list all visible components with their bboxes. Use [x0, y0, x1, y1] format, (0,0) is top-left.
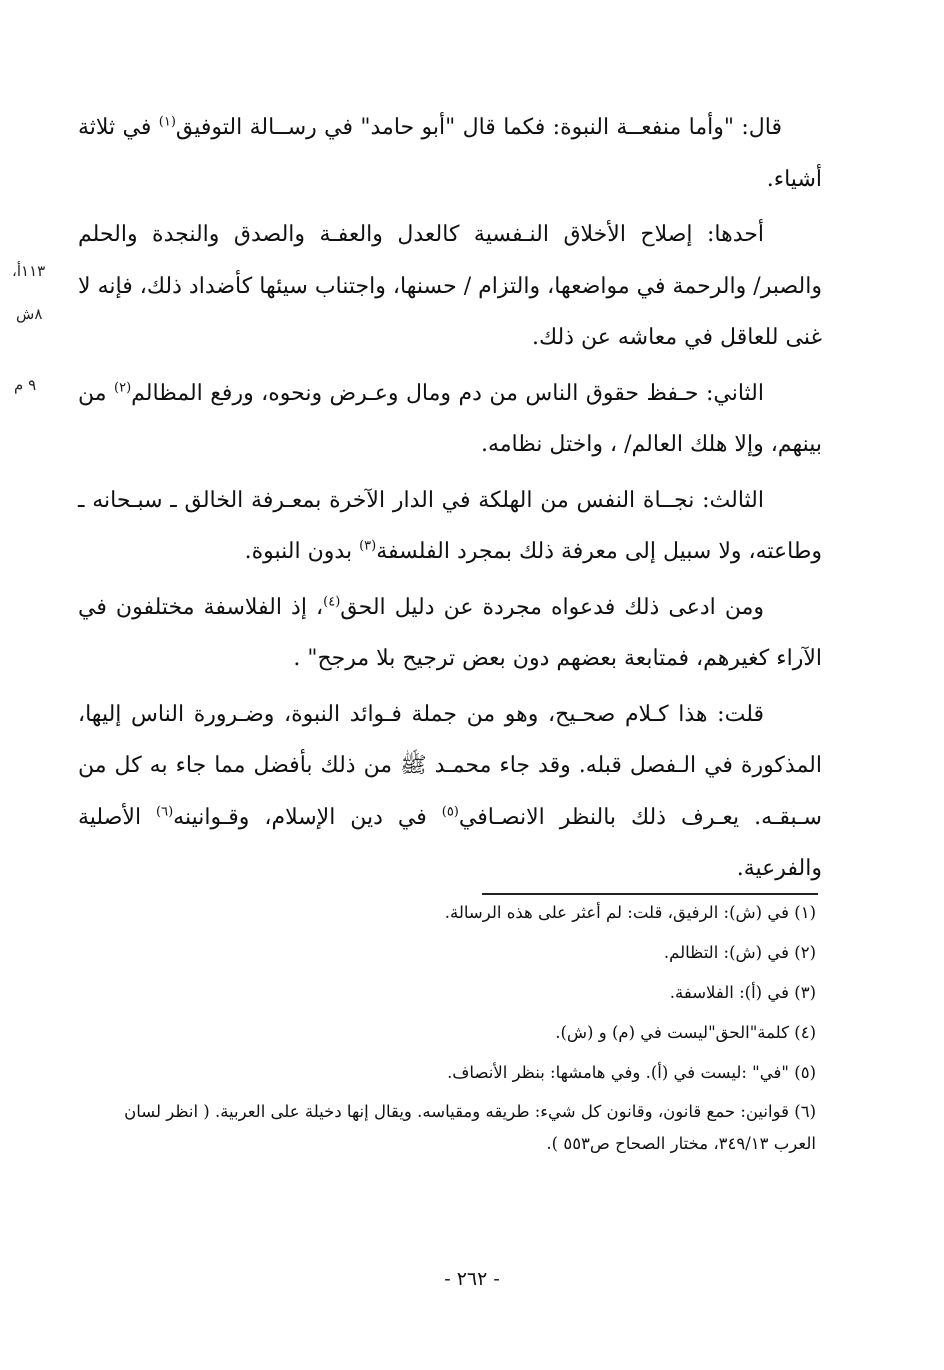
paragraph-3 [78, 368, 822, 471]
paragraph-6 [78, 689, 822, 895]
paragraph-3-tail: من بينهم، وإلا هلك العالم/ ، واختل نظامه. [78, 380, 822, 457]
footnote-ref-1: (١) [158, 114, 176, 130]
footnote-ref-5: (٥) [441, 804, 459, 820]
footnote-4: (٤) كلمة"الحق"ليست في (م) و (ش). [555, 1023, 816, 1042]
paragraph-1-text: قال: "وأما منفعــة النبوة: فكما قال "أبو حامد" في رســالة التوفيق [175, 115, 782, 140]
footnote-ref-6: (٦) [156, 804, 174, 820]
footnotes [80, 902, 816, 1178]
paragraph-6-text: قلت: هذا كـلام صحـيح، وهو من جملة فـوائد النبوة، وضـرورة الناس إليها، المذكورة في الـفصل قبله. وقد جاء محمـد ﷺ من ذلك بأفضل مما جاء به كل من سـبقـه. يعـرف ذلك بالنظر الانصـافي [78, 701, 822, 830]
footnote-2: (٢) في (ش): التظالم. [663, 943, 816, 962]
footnote-ref-2: (٢) [114, 380, 132, 396]
margin-note-manuscript-a: ١١٣أ، [12, 262, 46, 280]
footnote-separator [482, 893, 818, 895]
footnote-6: (٦) قوانين: حمع قانون، وقانون كل شيء: طريقه ومقياسه. ويقال إنها دخيلة على العربية. ( انظر لسان العرب ٣٤٩/١٣، مختار الصحاح ص٥٥٣ ). [124, 1102, 816, 1153]
paragraph-1 [78, 102, 822, 205]
footnote-1: (١) في (ش): الرفيق، قلت: لم أعثر على هذه الرسالة. [444, 903, 816, 922]
margin-note-manuscript-sh: ٨ش [16, 305, 43, 323]
paragraph-5 [78, 582, 822, 685]
margin-note-manuscript-m: ٩ م [14, 376, 37, 394]
footnote-ref-3: (٣) [359, 538, 377, 554]
paragraph-2-text: أحدها: إصلاح الأخلاق النـفسية كالعدل والعفـة والصدق والنجدة والحلم والصبر/ والرحمة في مواضعها، والتزام / حسنها، واجتناب سيئها كأضداد ذلك، فإنه لا غنى للعاقل في معاشه عن ذلك. [78, 222, 822, 350]
paragraph-1-tail: في ثلاثة أشياء. [78, 115, 822, 192]
paragraph-5-tail: ، إذ الفلاسفة مختلفون في الآراء كغيرهم، فمتابعة بعضهم دون بعض ترجيح بلا مرجح" . [78, 594, 822, 671]
footnote-ref-4: (٤) [323, 594, 341, 610]
paragraph-6-mid: في دين الإسلام، وقـوانينه [173, 804, 442, 830]
main-text [78, 102, 822, 899]
paragraph-4-text: الثالث: نجــاة النفس من الهلكة في الدار الآخرة بمعـرفة الخالق ـ سبـحانه ـ وطاعته، ولا سبيل إلى معرفة ذلك بمجرد الفلسفة [78, 487, 822, 564]
paragraph-4-tail: بدون النبوة. [244, 539, 360, 564]
paragraph-6-tail: الأصلية والفرعية. [78, 804, 822, 881]
paragraph-4 [78, 475, 822, 578]
footnote-3: (٣) في (أ): الفلاسفة. [669, 983, 816, 1002]
paragraph-2 [78, 209, 822, 364]
footnote-5: (٥) "في" :ليست في (أ). وفي هامشها: بنظر الأنصاف. [447, 1063, 816, 1082]
paragraph-5-text: ومن ادعى ذلك فدعواه مجردة عن دليل الحق [340, 594, 764, 620]
paragraph-3-text: الثاني: حـفظ حقوق الناس من دم ومال وعـرض ونحوه، ورفع المظالم [131, 380, 764, 406]
page-number: - ٢٦٢ - [444, 1268, 500, 1290]
